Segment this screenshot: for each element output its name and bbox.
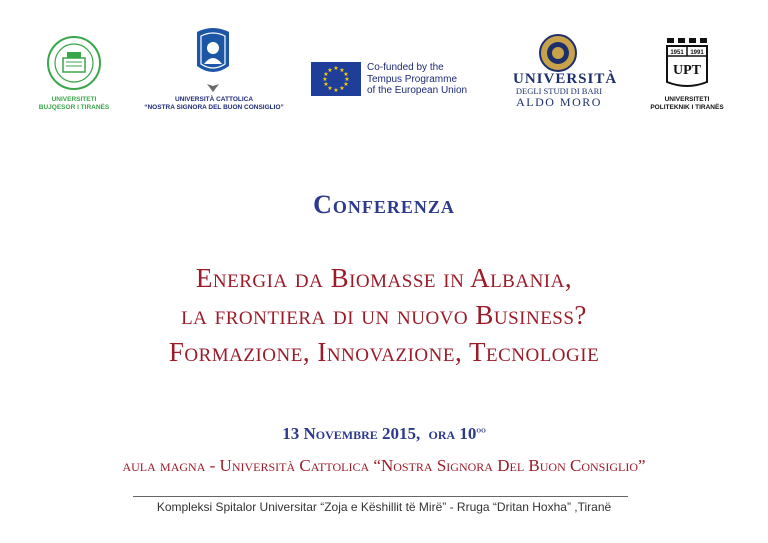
cattolica-caption-line1: UNIVERSITÀ CATTOLICA <box>174 96 254 103</box>
event-date: 13 Novembre 2015, <box>282 424 421 443</box>
svg-text:★: ★ <box>323 81 329 88</box>
svg-text:★: ★ <box>339 85 345 92</box>
upt-year-2: 1991 <box>690 50 704 56</box>
divider <box>133 496 628 497</box>
event-title <box>0 260 768 371</box>
event-datetime <box>0 424 768 444</box>
svg-text:★: ★ <box>333 65 339 72</box>
event-type: Conferenza <box>313 190 455 219</box>
cattolica-caption <box>143 96 285 112</box>
bari-name-line1: UNIVERSITÀ <box>513 71 618 87</box>
svg-text:★: ★ <box>343 81 349 88</box>
cattolica-logo <box>189 26 237 94</box>
event-title-line2: la frontiera di un nuovo Business? <box>181 300 587 330</box>
ubt-caption-line1: UNIVERSITETI <box>51 96 97 103</box>
event-title-line1: Energia da Biomasse in Albania, <box>195 263 573 293</box>
bari-name-line2: DEGLI STUDI DI BARI <box>515 86 603 96</box>
ubt-caption-line2: BUJQESOR I TIRANËS <box>38 104 110 111</box>
svg-text:★: ★ <box>344 76 350 83</box>
bari-name <box>513 71 618 109</box>
upt-mark: UPT <box>673 63 701 78</box>
event-venue: aula magna - Università Cattolica “Nostra Signora Del Buon Consiglio” <box>122 456 646 475</box>
event-time: ora 10 <box>428 424 477 443</box>
eu-text-line1: Co-funded by the <box>367 62 444 73</box>
upt-year-1: 1951 <box>670 50 684 56</box>
eu-cofunded-text <box>367 62 467 97</box>
bari-name-line3: ALDO MORO <box>516 95 602 109</box>
upt-caption <box>648 96 726 112</box>
upt-caption-line2: POLITEKNIK I TIRANËS <box>650 104 724 111</box>
upt-logo <box>665 36 709 90</box>
event-address: Kompleksi Spitalor Universitar “Zoja e Këshillit të Mirë” - Rruga “Dritan Hoxha” ,Tiranë <box>156 500 612 514</box>
bari-seal-icon <box>539 34 577 72</box>
svg-text:★: ★ <box>322 76 328 83</box>
svg-text:★: ★ <box>323 71 329 78</box>
eu-flag-icon <box>311 62 361 96</box>
upt-caption-line1: UNIVERSITETI <box>664 96 710 103</box>
svg-text:★: ★ <box>327 67 333 74</box>
svg-text:★: ★ <box>343 71 349 78</box>
ubt-caption <box>30 96 118 112</box>
eu-text-line2: Tempus Programme <box>367 73 458 85</box>
eu-text-line3: of the European Union <box>367 85 468 96</box>
event-time-sup: oo <box>476 424 486 435</box>
event-title-line3: Formazione, Innovazione, Tecnologie <box>168 337 600 367</box>
svg-text:★: ★ <box>339 67 345 74</box>
cattolica-caption-line2: “NOSTRA SIGNORA DEL BUON CONSIGLIO” <box>144 104 284 111</box>
svg-text:★: ★ <box>327 85 333 92</box>
svg-text:★: ★ <box>333 87 339 94</box>
ubt-logo <box>47 36 101 90</box>
